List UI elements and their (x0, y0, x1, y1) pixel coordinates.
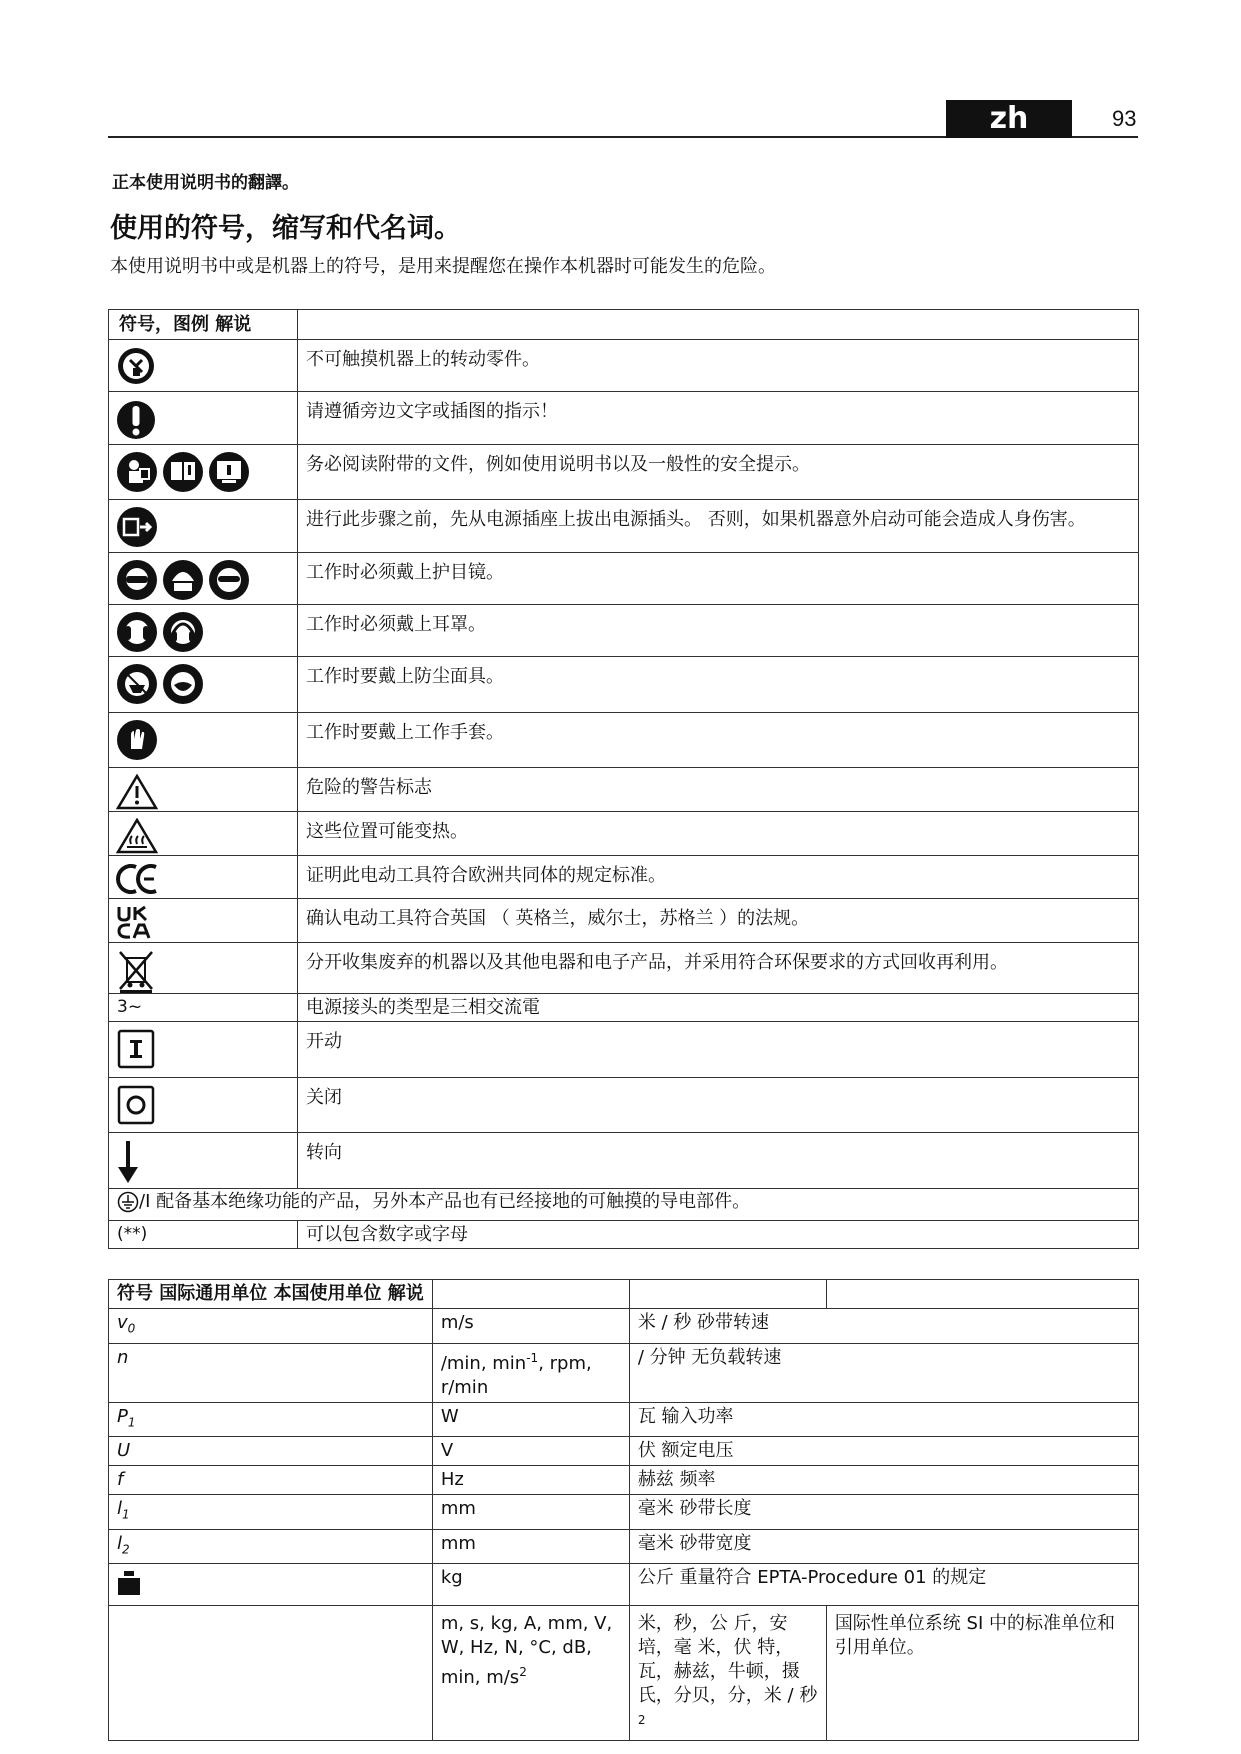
unit-description: 毫米 砂带宽度 (629, 1529, 1138, 1564)
table-cell: 工作时必须戴上护目镜。 (298, 553, 1139, 605)
si-unit: V (432, 1437, 629, 1466)
unit-description: 瓦 输入功率 (629, 1402, 1138, 1437)
table-cell: 转向 (298, 1133, 1139, 1189)
translation-note: 正本使用说明书的翻譯。 (112, 173, 299, 193)
table-cell: 开动 (298, 1022, 1139, 1078)
table-cell: 工作时必须戴上耳罩。 (298, 605, 1139, 657)
symbols-header: 符号，图例 解说 (109, 310, 298, 340)
table-row (109, 713, 1139, 768)
table-row (109, 1564, 1139, 1606)
table-cell: 工作时要戴上工作手套。 (298, 713, 1139, 768)
unit-symbol: f (109, 1466, 433, 1495)
table-cell: 可以包含数字或字母 (298, 1220, 1139, 1248)
table-cell: 确认电动工具符合英国 （ 英格兰，威尔士，苏格兰 ）的法规。 (298, 899, 1139, 943)
power-on-icon (116, 1028, 156, 1070)
safety-glasses-icon (208, 559, 250, 601)
si-unit-list: m, s, kg, A, mm, V, W, Hz, N, °C, dB, min, m/s (440, 1613, 613, 1689)
table-cell: 请遵循旁边文字或插图的指示！ (298, 392, 1139, 445)
table-row (109, 1189, 1139, 1221)
si-unit: mm (432, 1529, 629, 1564)
unit-symbol: U (109, 1437, 433, 1466)
table-row: $P_1$ W 瓦 输入功率 (109, 1402, 1139, 1437)
table-row (109, 392, 1139, 445)
language-badge: zh (CM) (946, 100, 1072, 138)
table-row (109, 994, 1139, 1022)
symbol-three-phase: 3~ (109, 994, 298, 1022)
unit-symbol: v (117, 1312, 128, 1333)
table-row: $v_0$ m/s 米 / 秒 砂带转速 (109, 1309, 1139, 1344)
table-row (109, 1220, 1139, 1248)
table-cell: 务必阅读附带的文件，例如使用说明书以及一般性的安全提示。 (298, 445, 1139, 500)
power-off-icon (116, 1084, 156, 1126)
direction-arrow-icon (116, 1139, 140, 1185)
si-unit: mm (432, 1495, 629, 1530)
section-description: 本使用说明书中或是机器上的符号，是用来提醒您在操作本机器时可能发生的危险。 (110, 256, 776, 277)
table-cell: 证明此电动工具符合欧洲共同体的规定标准。 (298, 856, 1139, 899)
si-unit: m/s (432, 1309, 629, 1344)
unit-description: 赫兹 频率 (629, 1466, 1138, 1495)
section-title: 使用的符号，缩写和代名词。 (110, 213, 461, 244)
no-touch-rotating-icon (116, 346, 156, 386)
unit-symbol: P (117, 1405, 128, 1427)
table-row: n /min, $\min^{-1}$, rpm, r/min / 分钟 无负载转速 (109, 1343, 1139, 1402)
table-header-row (109, 1280, 1139, 1309)
table-row: $l_1$ mm 毫米 砂带长度 (109, 1495, 1139, 1530)
respirator-icon (162, 663, 204, 705)
table-row (109, 1078, 1139, 1133)
table-cell: 这些位置可能变热。 (298, 812, 1139, 856)
units-header: 符号 国际通用单位 本国使用单位 解说 (109, 1280, 433, 1309)
ear-muffs-icon (162, 611, 204, 653)
unit-description: 国际性单位系统 SI 中的标准单位和引用单位。 (826, 1606, 1138, 1741)
table-row (109, 1437, 1139, 1466)
page-number: 93 (1112, 106, 1137, 131)
ear-protection-icon (116, 611, 158, 653)
table-cell: 进行此步骤之前，先从电源插座上拔出电源插头。 否则，如果机器意外启动可能会造成人身伤害。 (298, 500, 1139, 553)
manual-book-icon (162, 451, 204, 493)
table-row (109, 856, 1139, 899)
si-unit: Hz (432, 1466, 629, 1495)
si-unit: kg (432, 1564, 629, 1606)
unit-description: / 分钟 无负载转速 (629, 1343, 1138, 1402)
ce-mark-icon (116, 862, 162, 896)
local-unit-list: 米，秒，公 斤，安 培，毫 米，伏 特，瓦，赫兹，牛顿，摄氏，分贝，分，米 / 秒 (637, 1613, 818, 1707)
table-row (109, 553, 1139, 605)
unit-description: 公斤 重量符合 EPTA-Procedure 01 的规定 (629, 1564, 1138, 1606)
unit-description: 伏 额定电压 (629, 1437, 1138, 1466)
table-row (109, 899, 1139, 943)
si-unit: /min, min (440, 1352, 527, 1374)
table-row (109, 605, 1139, 657)
table-cell: 分开收集废弃的机器以及其他电器和电子产品，并采用符合环保要求的方式回收再利用。 (298, 943, 1139, 994)
si-unit: W (432, 1402, 629, 1437)
table-row (109, 1022, 1139, 1078)
gloves-icon (116, 719, 158, 761)
protection-class-cell (109, 1189, 1139, 1221)
unit-description: 米 / 秒 砂带转速 (629, 1309, 1138, 1344)
table-row (109, 768, 1139, 812)
read-manual-person-icon (116, 451, 158, 493)
exclamation-icon (116, 398, 156, 442)
weee-bin-icon (116, 949, 156, 993)
table-row (109, 340, 1139, 392)
table-cell: 电源接头的类型是三相交流電 (298, 994, 1139, 1022)
unit-description: 毫米 砂带长度 (629, 1495, 1138, 1530)
protection-class-text: /I 配备基本绝缘功能的产品，另外本产品也有已经接地的可触摸的导电部件。 (139, 1191, 751, 1212)
dust-mask-icon (116, 663, 158, 705)
ukca-mark-icon (116, 905, 152, 941)
goggles-icon (116, 559, 158, 601)
table-row (109, 812, 1139, 856)
table-row (109, 500, 1139, 553)
table-row (109, 657, 1139, 713)
unit-symbol: n (109, 1343, 433, 1402)
warning-triangle-icon (116, 774, 158, 810)
table-row: $l_2$ mm 毫米 砂带宽度 (109, 1529, 1139, 1564)
table-row (109, 943, 1139, 994)
table-cell: 关闭 (298, 1078, 1139, 1133)
units-table (108, 1279, 1139, 1741)
table-row: m, s, kg, A, mm, V, W, Hz, N, °C, dB, min, $m/s^2$ 米，秒，公 斤，安 培，毫 米，伏 特，瓦，赫兹，牛顿，摄氏，分贝，分，米 / 秒$^2$ 国际性单位系统 SI 中的标准单位和引用单位。 (109, 1606, 1139, 1741)
table-header-row (109, 310, 1139, 340)
hot-surface-icon (116, 818, 158, 854)
table-row (109, 1133, 1139, 1189)
table-cell: 不可触摸机器上的转动零件。 (298, 340, 1139, 392)
table-cell: 工作时要戴上防尘面具。 (298, 657, 1139, 713)
unit-symbol: l (117, 1532, 123, 1554)
unit-symbol: l (117, 1498, 123, 1520)
table-row (109, 1466, 1139, 1495)
symbol-placeholder: (**) (109, 1220, 298, 1248)
unplug-icon (116, 506, 158, 548)
weight-icon (117, 1570, 141, 1596)
table-cell: 危险的警告标志 (298, 768, 1139, 812)
symbols-table (108, 309, 1139, 1249)
table-row (109, 445, 1139, 500)
face-shield-icon (162, 559, 204, 601)
information-board-icon (208, 451, 250, 493)
protective-earth-icon (117, 1191, 139, 1213)
